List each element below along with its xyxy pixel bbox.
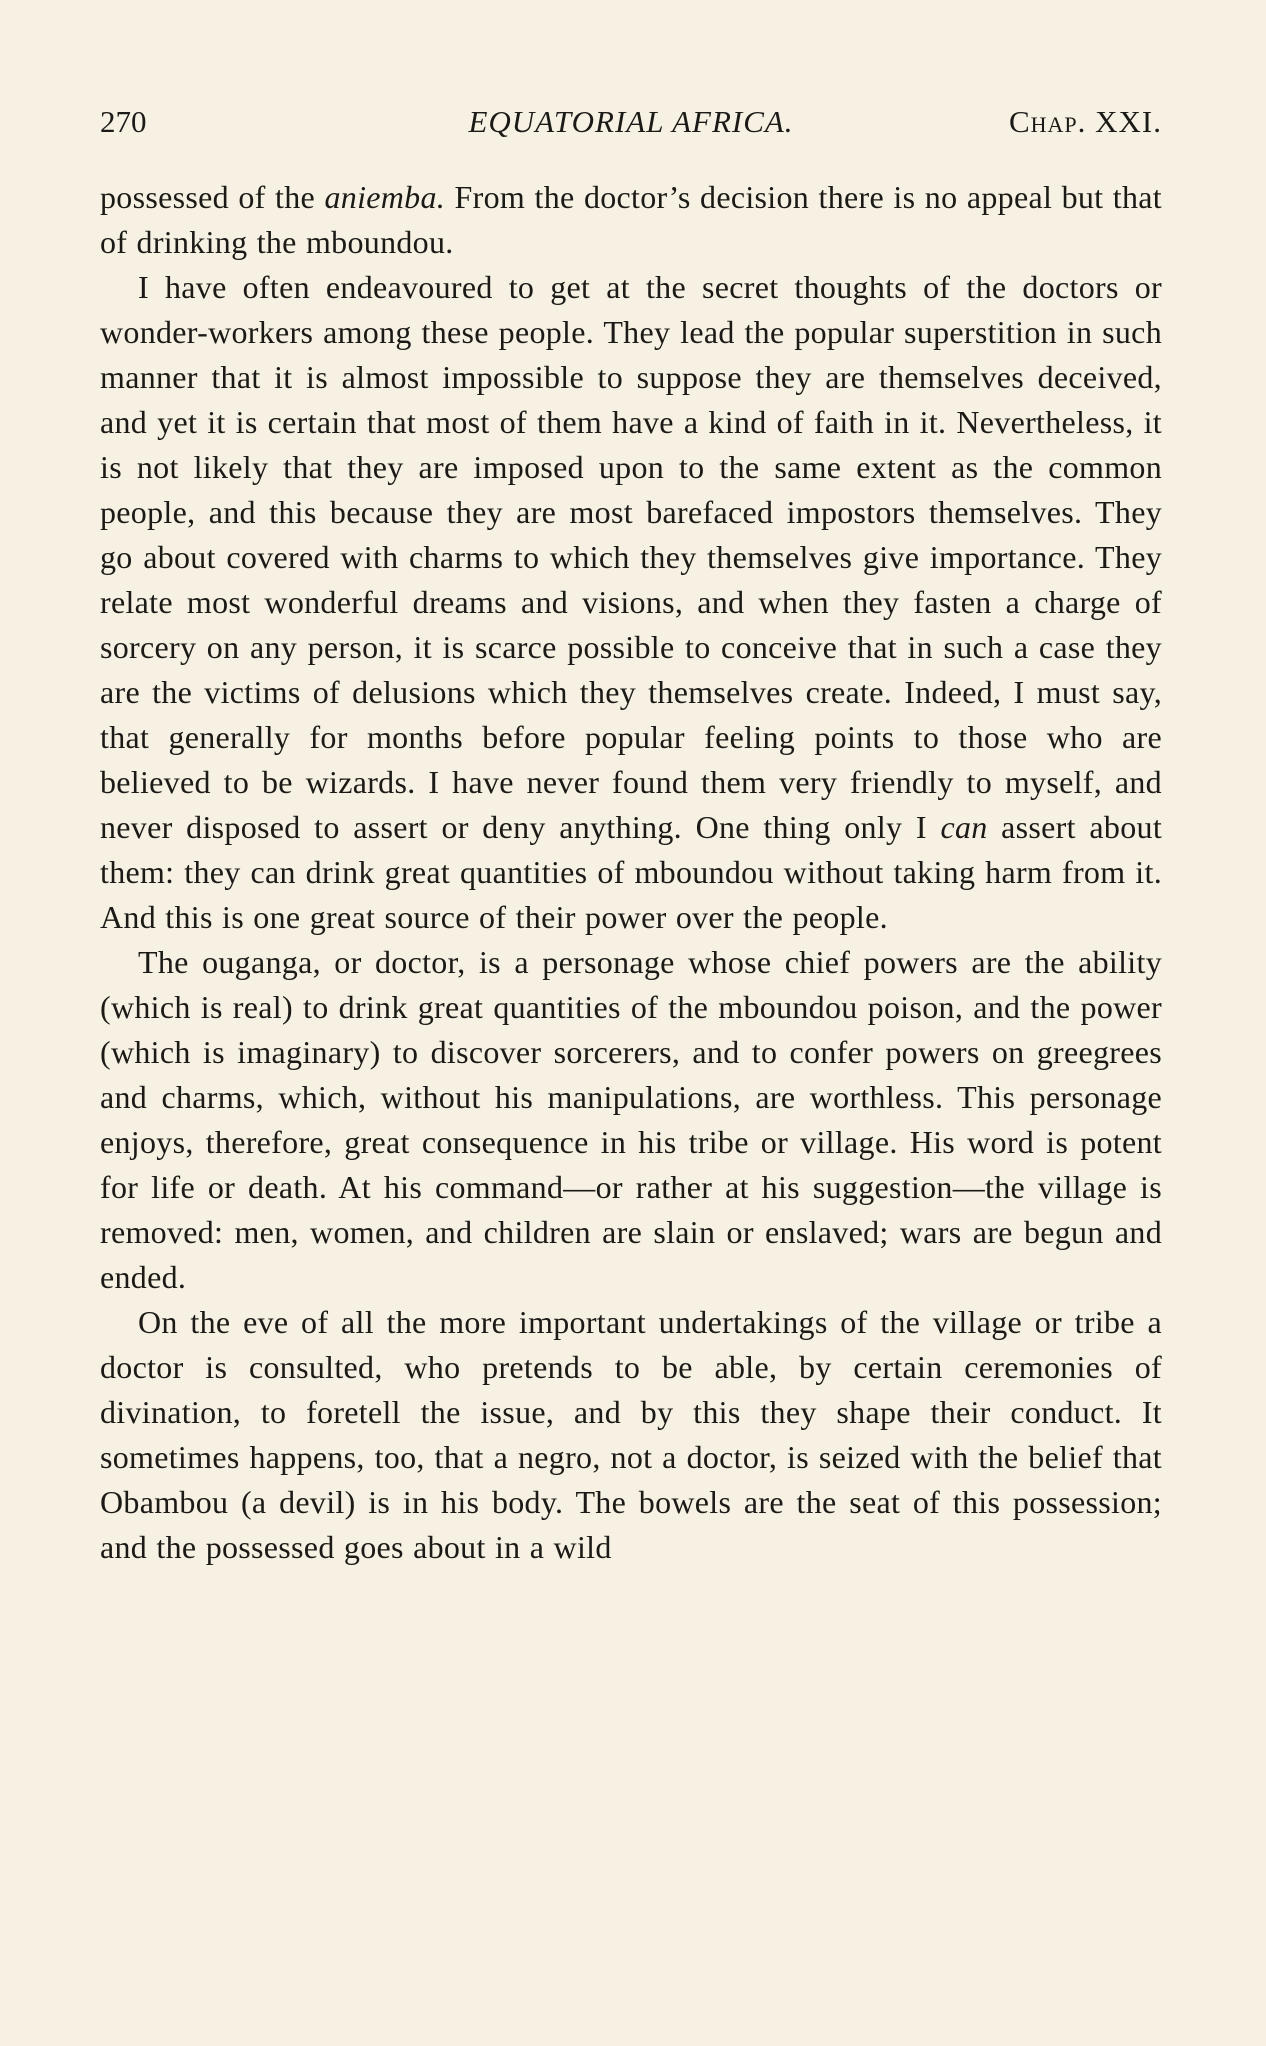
body-text — [100, 175, 1162, 1570]
italic-term: can — [940, 809, 988, 845]
paragraph: On the eve of all the more important undertakings of the village or tribe a doctor is consulted, who pretends to be able, by certain ceremonies of divination, to foretell the issue, and by this they shape their conduct. It sometimes happens, too, that a negro, not a doctor, is seized with the belief that Obambou (a devil) is in his body. The bowels are the seat of this possession; and the possessed goes about in a wild — [100, 1304, 1162, 1565]
text-run: From the doctor’s decision there is no appeal but that of drinking the mboundou. — [100, 179, 1162, 260]
chapter-label: Chap. XXI. — [1008, 104, 1162, 139]
page-number: 270 — [100, 104, 147, 139]
text-run: possessed of the — [100, 179, 325, 215]
text-run: assert about them: they can drink great quantities of mboundou without taking harm from it. And this is one great source of their power over the people. — [100, 809, 1163, 935]
running-header — [100, 100, 1162, 144]
paragraph: The ouganga, or doctor, is a personage whose chief powers are the ability (which is real) to drink great quantities of the mboundou poison, and the power (which is imaginary) to discover sorcerers, and to confer powers on greegrees and charms, which, without his manipulations, are worthless. This personage enjoys, therefore, great consequence in his tribe or village. His word is potent for life or death. At his command—or rather at his suggestion—the village is removed: men, women, and children are slain or enslaved; wars are begun and ended. — [100, 944, 1162, 1295]
text-run: I have often endeavoured to get at the secret thoughts of the doctors or wonder-workers among these people. They lead the popular superstition in such manner that it is almost impossible to suppose they are themselves deceived, and yet it is certain that most of them have a kind of faith in it. Nevertheless, it is not likely that they are imposed upon to the same extent as the common people, and this because they are most barefaced impostors themselves. They go about covered with charms to which they themselves give importance. They relate most wonderful dreams and visions, and when they fasten a charge of sorcery on any person, it is scarce possible to conceive that in such a case they are the victims of delusions which they themselves create. Indeed, I must say, that generally for months before popular feeling points to those who are believed to be wizards. I have never found them very friendly to myself, and never disposed to assert or deny anything. One thing only I — [100, 269, 1162, 845]
paragraph — [100, 265, 1162, 940]
paragraph — [100, 175, 1162, 265]
book-title: EQUATORIAL AFRICA. — [468, 104, 794, 139]
book-page — [100, 100, 1162, 1570]
italic-term: aniemba. — [324, 179, 446, 215]
